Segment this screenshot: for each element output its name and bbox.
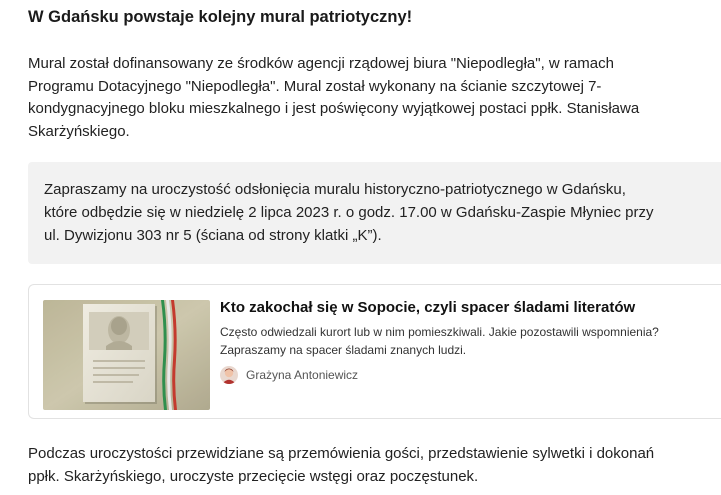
author-byline[interactable] xyxy=(220,365,358,385)
article-paragraph-intro xyxy=(28,53,708,143)
description-line: Zapraszamy na spacer śladami znanych ludzi. xyxy=(220,343,467,357)
callout-line: ul. Dywizjonu 303 nr 5 (ściana od strony klatki „K”). xyxy=(44,227,382,244)
memorial-plaque-photo-icon[interactable] xyxy=(43,300,210,410)
article-paragraph-ceremony xyxy=(28,443,708,488)
author-name[interactable]: Grażyna Antoniewicz xyxy=(246,368,359,382)
callout-text xyxy=(44,178,654,247)
callout-line: Zapraszamy na uroczystość odsłonięcia muralu historyczno-patriotycznego w Gdańsku, xyxy=(44,181,626,198)
invitation-callout xyxy=(28,162,721,264)
paragraph-line: kondygnacyjnego bloku mieszkalnego i jest poświęcony wyjątkowej postaci ppłk. Stanisława xyxy=(28,100,640,117)
paragraph-line: Skarżyńskiego. xyxy=(28,122,130,140)
author-avatar-icon[interactable] xyxy=(220,366,238,384)
related-article-card[interactable] xyxy=(28,284,721,419)
paragraph-line: Podczas uroczystości przewidziane są przemówienia gości, przedstawienie sylwetki i dokonań xyxy=(28,445,655,462)
paragraph-line: Mural został dofinansowany ze środków agencji rządowej biura "Niepodległa", w ramach xyxy=(28,55,614,72)
related-article-title[interactable]: Kto zakochał się w Sopocie, czyli spacer śladami literatów xyxy=(220,299,636,316)
article-headline: W Gdańsku powstaje kolejny mural patriotyczny! xyxy=(28,8,413,26)
description-line: Często odwiedzali kurort lub w nim pomieszkiwali. Jakie pozostawili wspomnienia? xyxy=(220,325,659,339)
paragraph-line: Programu Dotacyjnego "Niepodległa". Mural został wykonany na ścianie szczytowej 7- xyxy=(28,77,602,95)
related-article-description xyxy=(220,323,659,359)
callout-line: które odbędzie się w niedzielę 2 lipca 2023 r. o godz. 17.00 w Gdańsku-Zaspie Młyniec przy xyxy=(44,204,654,221)
paragraph-line: ppłk. Skarżyńskiego, uroczyste przecięcie wstęgi oraz poczęstunek. xyxy=(28,467,479,485)
